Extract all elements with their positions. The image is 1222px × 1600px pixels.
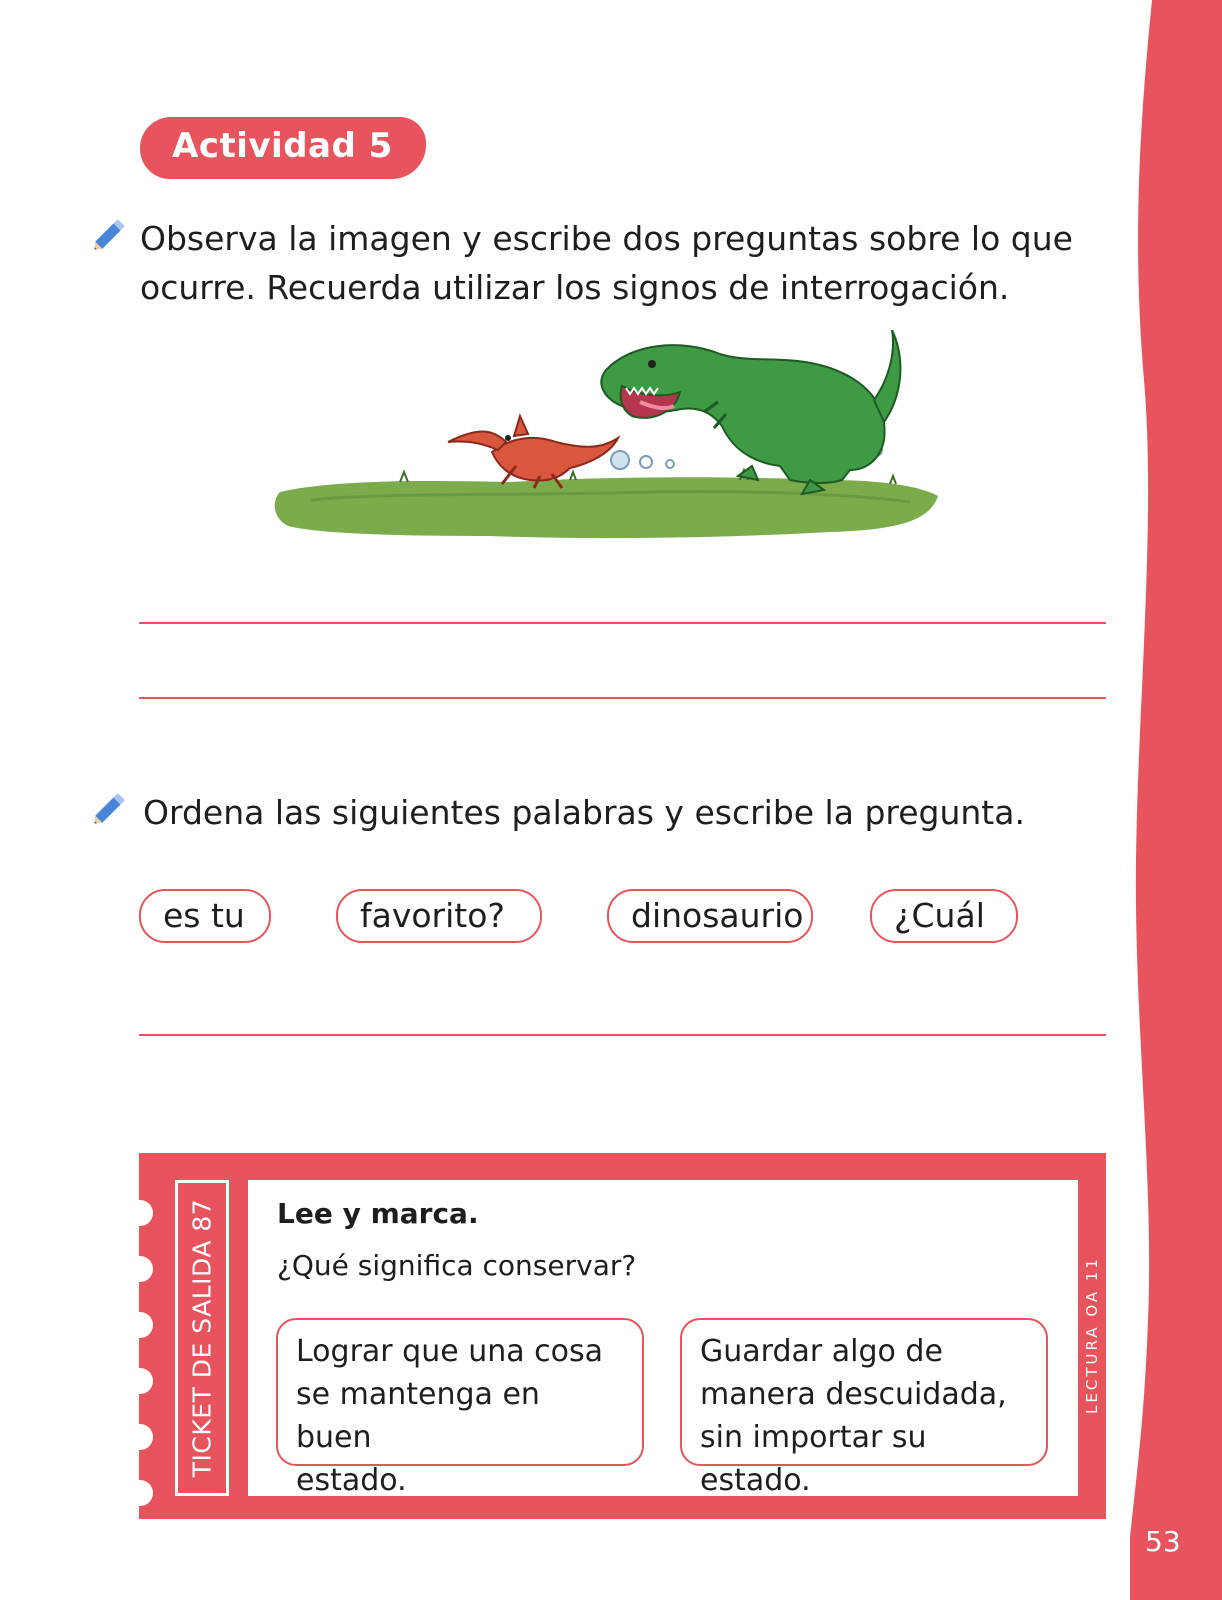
answer-line-3[interactable]: [139, 1034, 1106, 1036]
ticket-notch: [127, 1368, 153, 1394]
ticket-title: Lee y marca.: [277, 1197, 479, 1230]
word-box-favorito[interactable]: favorito?: [336, 889, 542, 943]
option-line: Guardar algo de: [700, 1334, 943, 1369]
activity-badge: [140, 117, 426, 179]
ticket-option-1[interactable]: [276, 1318, 644, 1498]
option-line: Lograr que una cosa: [296, 1334, 604, 1369]
answer-line-2[interactable]: [139, 697, 1106, 699]
instruction-1-line-1: Observa la imagen y escribe dos preguntas sobre lo que: [140, 219, 1073, 258]
word-box-dinosaurio[interactable]: dinosaurio: [607, 889, 813, 943]
ticket-notch: [127, 1256, 153, 1282]
page-number: 53: [1145, 1525, 1181, 1558]
activity-label: Actividad 5: [172, 126, 393, 166]
instruction-1-line-2: ocurre. Recuerda utilizar los signos de interrogación.: [140, 268, 1010, 307]
ticket-notch: [127, 1424, 153, 1450]
option-line: se mantenga en buen: [296, 1377, 540, 1455]
word-box-es-tu[interactable]: es tu: [139, 889, 271, 943]
pencil-icon: [88, 212, 132, 256]
ticket-question: ¿Qué significa conservar?: [277, 1249, 637, 1282]
ticket-option-2[interactable]: [680, 1318, 1048, 1498]
word-box-cual[interactable]: ¿Cuál: [870, 889, 1018, 943]
ticket-notch: [127, 1312, 153, 1338]
answer-line-1[interactable]: [139, 622, 1106, 624]
ticket-notch: [127, 1480, 153, 1506]
ticket-side-label: LECTURA OA 11: [1083, 1256, 1101, 1414]
ticket-stub-label: TICKET DE SALIDA 87: [187, 1198, 217, 1478]
option-line: sin importar su estado.: [700, 1420, 927, 1498]
instruction-2: Ordena las siguientes palabras y escribe la pregunta.: [143, 793, 1025, 832]
ticket-stub: [175, 1180, 229, 1496]
side-color-band: [1130, 0, 1222, 1600]
pencil-icon: [88, 786, 132, 830]
ticket-notch: [127, 1200, 153, 1226]
option-line: manera descuidada,: [700, 1377, 1007, 1412]
instruction-1: [140, 214, 1073, 312]
option-line: estado.: [296, 1463, 407, 1498]
dinosaur-chase-illustration: [270, 330, 950, 560]
